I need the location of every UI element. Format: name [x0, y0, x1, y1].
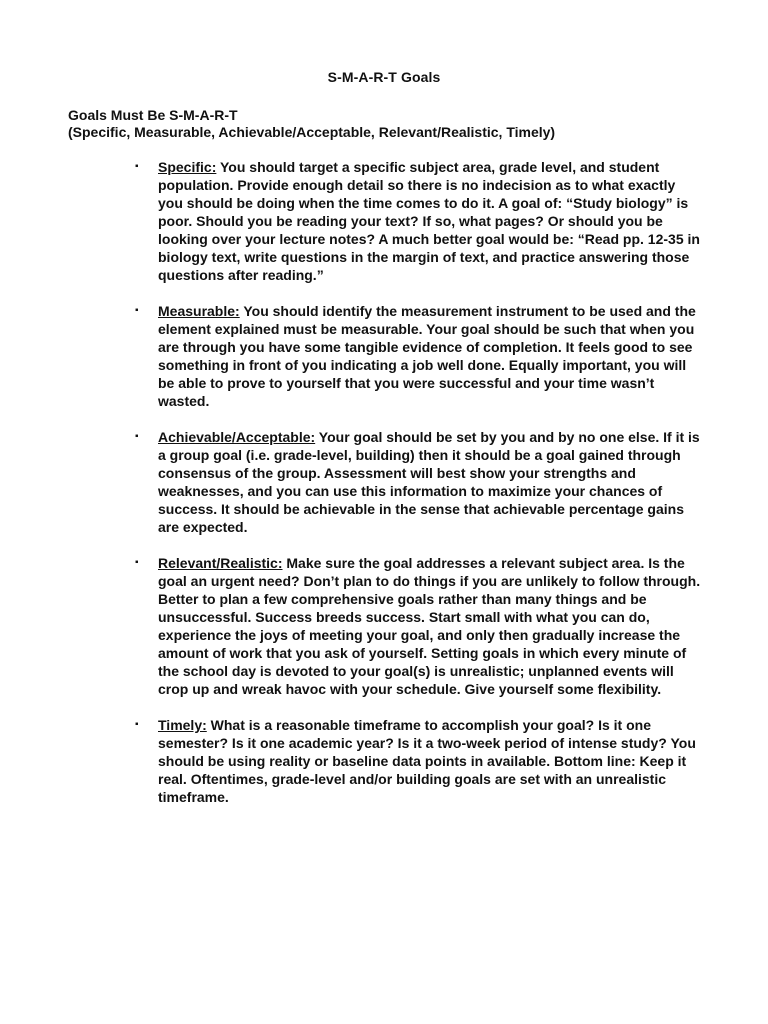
list-item-achievable	[135, 428, 704, 536]
description-achievable: Your goal should be set by you and by no one else. If it is a group goal (i.e. grade-level, building) then it should be a goal gained through consensus of the group. Assessment will best show your strengths and weaknesses, and you can use this information to maximize your chances of success. It should be achievable in the sense that achievable percentage gains are expected.	[158, 429, 700, 535]
smart-goals-list	[135, 158, 704, 824]
description-timely: What is a reasonable timeframe to accomplish your goal? Is it one semester? Is it one academic year? Is it a two-week period of intense study? You should be using reality or baseline data points in available. Bottom line: Keep it real. Oftentimes, grade-level and/or building goals are set with an unrealistic timeframe.	[158, 717, 696, 805]
bullet-icon: ▪	[135, 161, 139, 172]
goals-subheading: (Specific, Measurable, Achievable/Acceptable, Relevant/Realistic, Timely)	[68, 124, 556, 140]
bullet-icon: ▪	[135, 431, 139, 442]
list-item-timely	[135, 716, 704, 806]
term-specific: Specific:	[158, 159, 217, 175]
list-item-measurable	[135, 302, 704, 410]
document-title: S-M-A-R-T Goals	[327, 69, 441, 85]
description-specific: You should target a specific subject area, grade level, and student population. Provide enough detail so there is no indecision as to what exactly you should be doing when the time comes to do it. A goal of: “Study biology” is poor. Should you be reading your text? If so, what pages? Or should you be looking over your lecture notes? A much better goal would be: “Read pp. 12-35 in biology text, write questions in the margin of text, and practice answering those questions after reading.”	[158, 159, 700, 283]
term-achievable: Achievable/Acceptable:	[158, 429, 316, 445]
goals-heading: Goals Must Be S-M-A-R-T	[68, 107, 238, 123]
list-item-specific	[135, 158, 704, 284]
term-timely: Timely:	[158, 717, 207, 733]
bullet-icon: ▪	[135, 305, 139, 316]
term-measurable: Measurable:	[158, 303, 240, 319]
term-relevant: Relevant/Realistic:	[158, 555, 283, 571]
description-relevant: Make sure the goal addresses a relevant subject area. Is the goal an urgent need? Don’t plan to do things if you are unlikely to follow through. Better to plan a few comprehensive goals rather than many things and be unsuccessful. Success breeds success. Start small with what you can do, experience the joys of meeting your goal, and only then gradually increase the amount of work that you ask of yourself. Setting goals in which every minute of the school day is devoted to your goal(s) is unrealistic; unplanned events will crop up and wreak havoc with your schedule. Give yourself some flexibility.	[158, 555, 701, 697]
intro-block	[68, 107, 708, 141]
bullet-icon: ▪	[135, 719, 139, 730]
bullet-icon: ▪	[135, 557, 139, 568]
description-measurable: You should identify the measurement instrument to be used and the element explained must be measurable. Your goal should be such that when you are through you have some tangible evidence of completion. It feels good to see something in front of you indicating a job well done. Equally important, you will be able to prove to yourself that you were successful and your time wasn’t wasted.	[158, 303, 696, 409]
list-item-relevant	[135, 554, 704, 698]
